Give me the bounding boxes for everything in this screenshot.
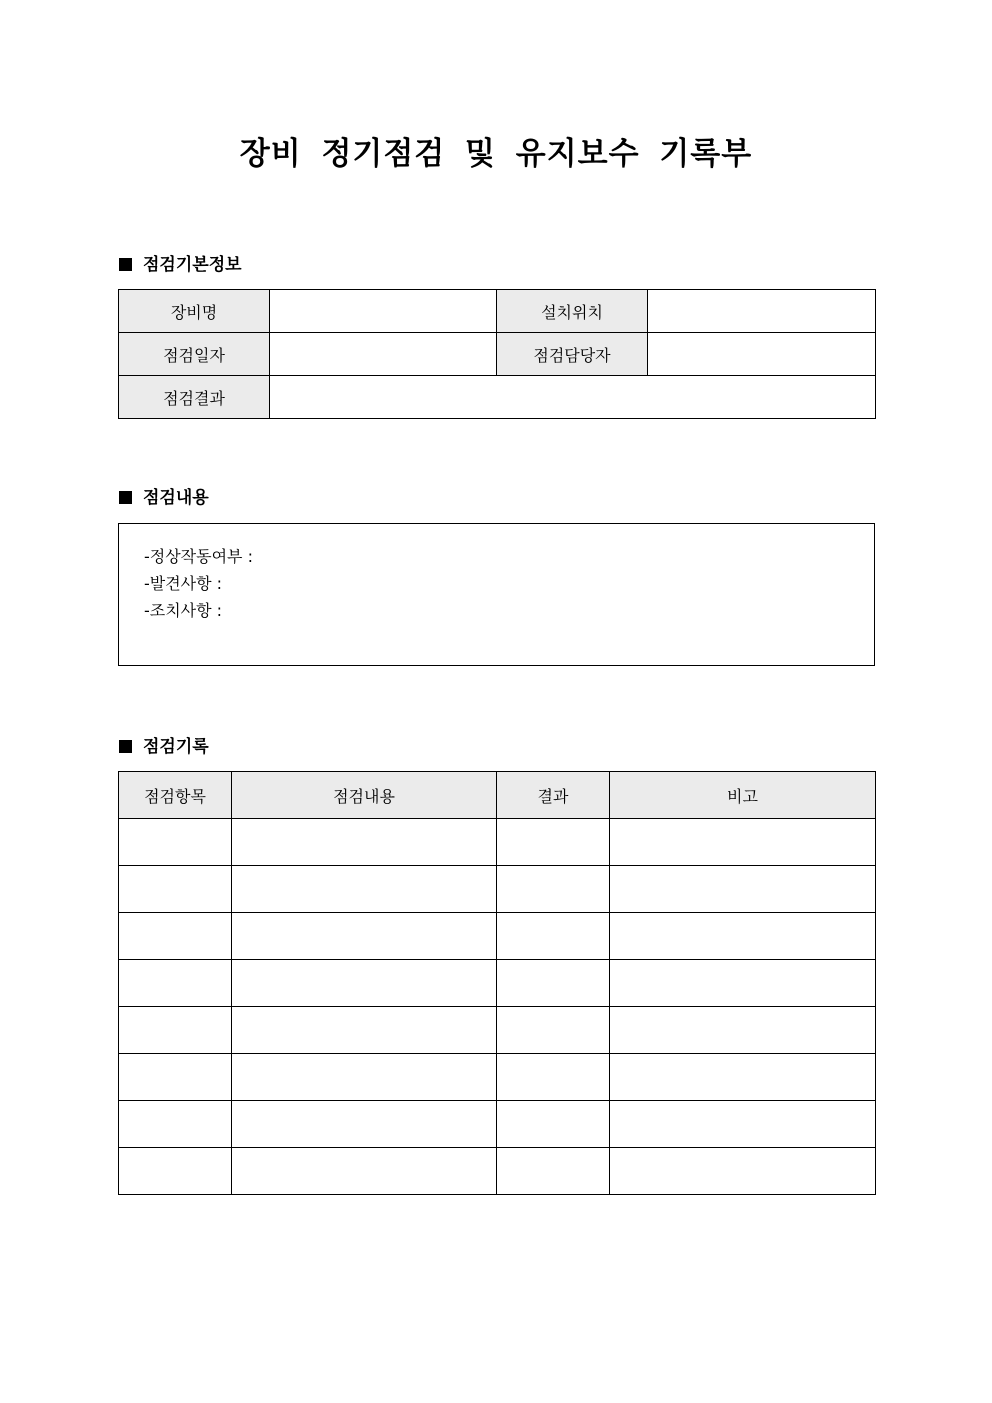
findings-line: -발견사항 : (144, 574, 223, 593)
column-header-result: 결과 (497, 772, 610, 819)
section-heading-label: 점검내용 (143, 488, 209, 508)
column-header-item: 점검항목 (119, 772, 232, 819)
section-heading-label: 점검기본정보 (143, 255, 242, 275)
equipment-name-label: 장비명 (119, 290, 270, 333)
remarks-cell[interactable] (610, 1101, 876, 1148)
table-row (119, 376, 876, 419)
location-field[interactable] (648, 290, 876, 333)
content-cell[interactable] (232, 866, 497, 913)
item-cell[interactable] (119, 1148, 232, 1195)
result-cell[interactable] (497, 819, 610, 866)
table-row (119, 1007, 876, 1054)
content-cell[interactable] (232, 1007, 497, 1054)
square-bullet-icon (119, 740, 132, 753)
remarks-cell[interactable] (610, 960, 876, 1007)
inspection-record-table (118, 771, 876, 1195)
table-row (119, 1148, 876, 1195)
square-bullet-icon (119, 258, 132, 271)
basic-info-table (118, 289, 876, 419)
table-row (119, 290, 876, 333)
result-cell[interactable] (497, 1054, 610, 1101)
section-heading-label: 점검기록 (143, 737, 209, 757)
location-label: 설치위치 (497, 290, 648, 333)
result-cell[interactable] (497, 913, 610, 960)
inspection-content-box[interactable] (118, 523, 875, 666)
result-cell[interactable] (497, 1101, 610, 1148)
section-heading-inspection-content (119, 487, 209, 509)
table-row (119, 866, 876, 913)
column-header-remarks: 비고 (610, 772, 876, 819)
equipment-name-field[interactable] (270, 290, 497, 333)
item-cell[interactable] (119, 1007, 232, 1054)
item-cell[interactable] (119, 913, 232, 960)
result-cell[interactable] (497, 960, 610, 1007)
inspection-date-label: 점검일자 (119, 333, 270, 376)
inspector-field[interactable] (648, 333, 876, 376)
content-cell[interactable] (232, 1101, 497, 1148)
table-header-row (119, 772, 876, 819)
table-row (119, 1101, 876, 1148)
item-cell[interactable] (119, 1054, 232, 1101)
remarks-cell[interactable] (610, 913, 876, 960)
item-cell[interactable] (119, 866, 232, 913)
content-cell[interactable] (232, 1148, 497, 1195)
content-cell[interactable] (232, 913, 497, 960)
table-row (119, 913, 876, 960)
inspection-date-field[interactable] (270, 333, 497, 376)
result-field[interactable] (270, 376, 876, 419)
section-heading-basic-info (119, 254, 242, 276)
table-row (119, 960, 876, 1007)
remarks-cell[interactable] (610, 819, 876, 866)
result-cell[interactable] (497, 1148, 610, 1195)
item-cell[interactable] (119, 819, 232, 866)
normal-operation-line: -정상작동여부 : (144, 547, 253, 566)
document-title: 장비 정기점검 및 유지보수 기록부 (239, 136, 753, 172)
square-bullet-icon (119, 491, 132, 504)
table-row (119, 333, 876, 376)
result-cell[interactable] (497, 866, 610, 913)
column-header-content: 점검내용 (232, 772, 497, 819)
item-cell[interactable] (119, 960, 232, 1007)
item-cell[interactable] (119, 1101, 232, 1148)
remarks-cell[interactable] (610, 1054, 876, 1101)
table-row (119, 819, 876, 866)
section-heading-inspection-record (119, 736, 209, 758)
inspector-label: 점검담당자 (497, 333, 648, 376)
actions-line: -조치사항 : (144, 601, 223, 620)
content-cell[interactable] (232, 1054, 497, 1101)
inspection-content-lines (144, 543, 253, 624)
result-label: 점검결과 (119, 376, 270, 419)
table-row (119, 1054, 876, 1101)
remarks-cell[interactable] (610, 1007, 876, 1054)
content-cell[interactable] (232, 819, 497, 866)
remarks-cell[interactable] (610, 1148, 876, 1195)
result-cell[interactable] (497, 1007, 610, 1054)
content-cell[interactable] (232, 960, 497, 1007)
remarks-cell[interactable] (610, 866, 876, 913)
